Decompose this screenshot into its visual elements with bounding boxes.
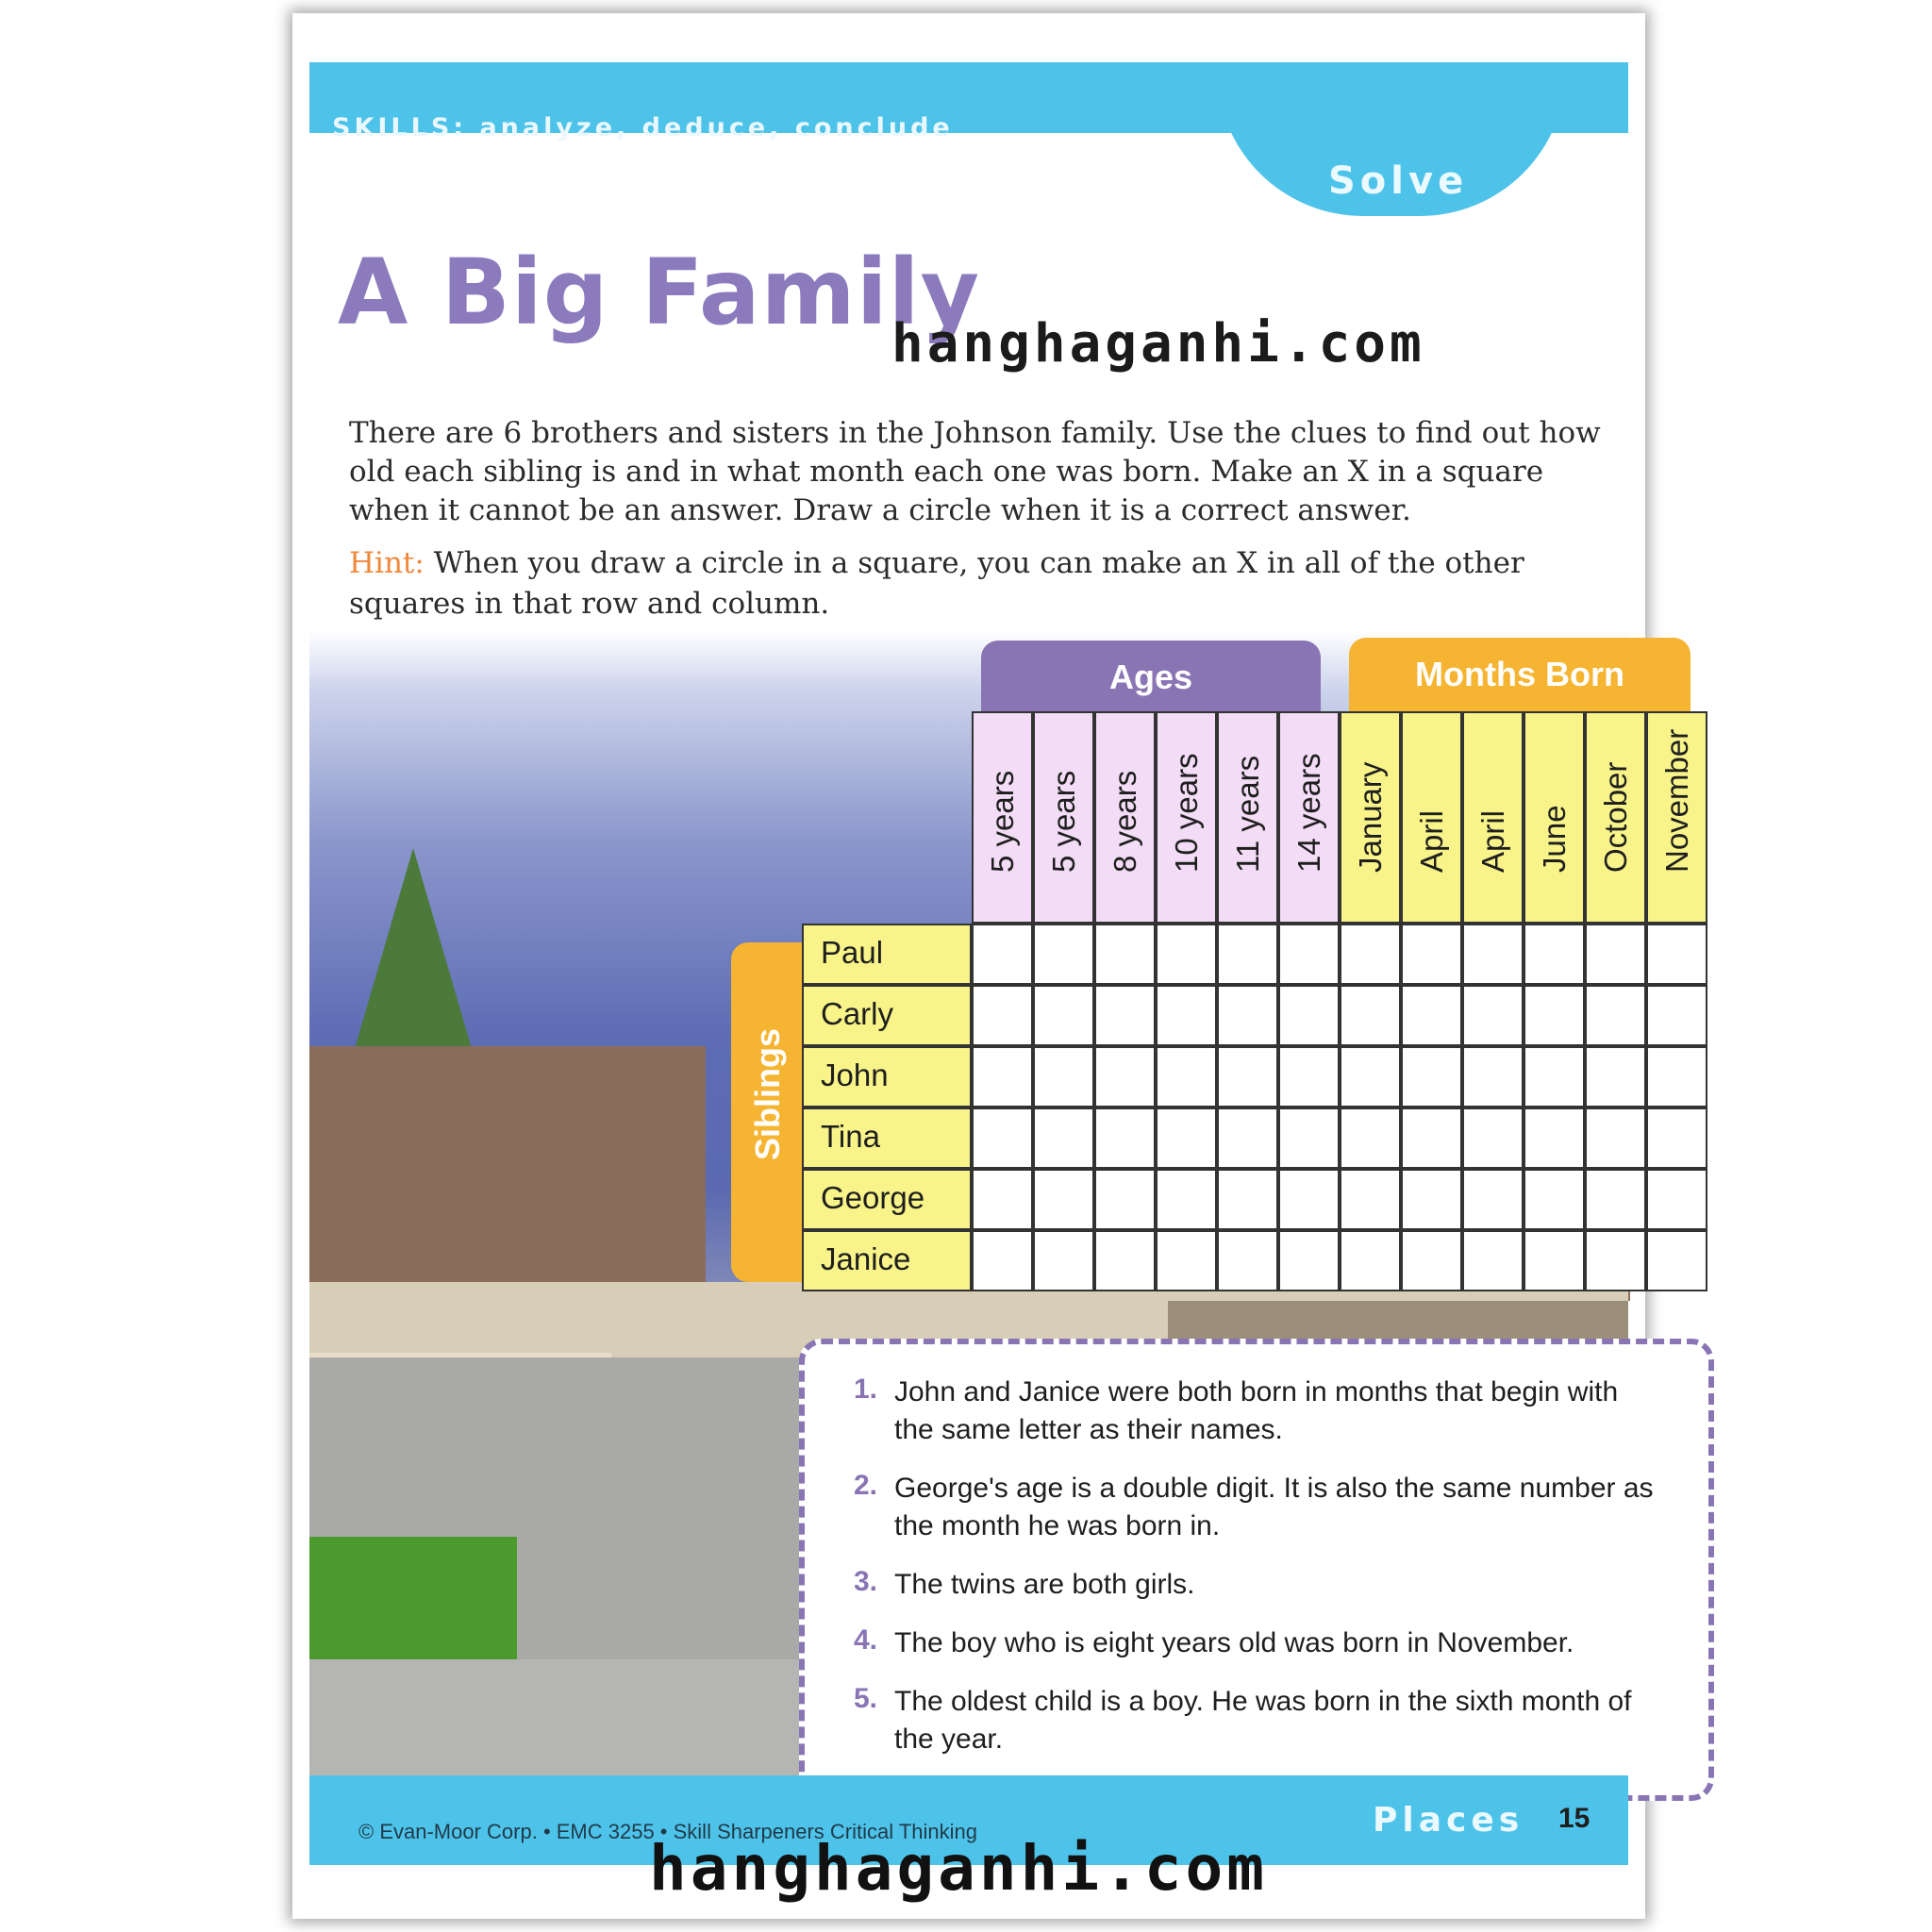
month-column-header [1401,711,1462,924]
grid-answer-cell[interactable] [1340,924,1401,985]
month-label: June [1536,805,1572,873]
grid-answer-cell[interactable] [1462,1230,1524,1291]
grid-answer-cell[interactable] [1585,1230,1646,1291]
grid-answer-cell[interactable] [1524,1230,1585,1291]
grid-answer-cell[interactable] [1646,1230,1707,1291]
month-label: April [1413,809,1449,873]
grid-answer-cell[interactable] [1585,1108,1646,1169]
grid-answer-cell[interactable] [1156,1169,1217,1230]
clue-item [854,1683,1665,1758]
grid-answer-cell[interactable] [1094,1108,1156,1169]
grid-answer-cell[interactable] [1401,1169,1462,1230]
grid-answer-cell[interactable] [1646,985,1707,1046]
ages-header-tab [981,641,1321,714]
sibling-row-header [802,985,972,1046]
months-label: Months Born [1415,655,1624,693]
grid-answer-cell[interactable] [1401,1046,1462,1108]
grid-answer-cell[interactable] [1033,1108,1094,1169]
age-label: 5 years [1045,770,1081,873]
month-label: April [1474,809,1510,873]
grid-answer-cell[interactable] [1524,1046,1585,1108]
clue-item [854,1624,1665,1662]
grid-answer-cell[interactable] [1156,1230,1217,1291]
months-header-tab [1349,638,1690,711]
grid-answer-cell[interactable] [1278,985,1340,1046]
sibling-name: Paul [821,935,884,970]
grid-answer-cell[interactable] [1462,1108,1524,1169]
siblings-header-tab [731,942,805,1282]
clue-text: The boy who is eight years old was born in November. [894,1627,1574,1658]
grid-answer-cell[interactable] [1217,1108,1278,1169]
grid-answer-cell[interactable] [1340,1046,1401,1108]
grid-answer-cell[interactable] [1401,1230,1462,1291]
grid-answer-cell[interactable] [1094,1046,1156,1108]
grid-answer-cell[interactable] [1156,924,1217,985]
grid-answer-cell[interactable] [1462,1169,1524,1230]
grid-answer-cell[interactable] [972,985,1033,1046]
grid-answer-cell[interactable] [1094,985,1156,1046]
hint-label: Hint: [349,546,425,580]
grid-answer-cell[interactable] [1462,985,1524,1046]
clue-number: 1. [854,1374,878,1405]
age-column-header [1033,711,1094,924]
clue-item [854,1374,1665,1449]
watermark-bottom: hanghaganhi.com [649,1832,1269,1905]
age-label: 5 years [984,770,1020,873]
age-label: 8 years [1107,770,1142,873]
grid-answer-cell[interactable] [1156,985,1217,1046]
sibling-row-header [802,1046,972,1108]
grid-answer-cell[interactable] [1217,1230,1278,1291]
grid-answer-cell[interactable] [972,1230,1033,1291]
grid-answer-cell[interactable] [1524,985,1585,1046]
sibling-row-header [802,1169,972,1230]
month-column-header [1462,711,1524,924]
age-column-header [1156,711,1217,924]
grid-answer-cell[interactable] [1524,924,1585,985]
sibling-name: Tina [821,1119,880,1154]
sibling-row-header [802,1230,972,1291]
watermark-top: hanghaganhi.com [891,313,1425,375]
tree-illustration [347,848,479,1074]
page-number: 15 [1558,1803,1591,1834]
grid-answer-cell[interactable] [1278,924,1340,985]
grid-answer-cell[interactable] [1033,1046,1094,1108]
grid-answer-cell[interactable] [1340,985,1401,1046]
clue-number: 2. [854,1470,878,1501]
grid-answer-cell[interactable] [1033,1169,1094,1230]
sibling-name: George [821,1180,925,1215]
clue-text: George's age is a double digit. It is also the same number as the month he was born in. [894,1473,1654,1541]
sibling-name: Janice [821,1241,911,1276]
clue-list [854,1374,1665,1779]
lawn-left [309,1537,517,1669]
month-column-header [1524,711,1585,924]
clue-text: John and Janice were both born in months that begin with the same letter as their names. [894,1376,1619,1445]
grid-answer-cell[interactable] [1340,1230,1401,1291]
section-label: Solve [1328,159,1469,203]
grid-answer-cell[interactable] [1156,1046,1217,1108]
clue-text: The oldest child is a boy. He was born in the sixth month of the year. [894,1686,1632,1755]
grid-answer-cell[interactable] [1401,985,1462,1046]
grid-answer-cell[interactable] [1033,1230,1094,1291]
month-column-header [1340,711,1401,924]
grid-answer-cell[interactable] [1094,1169,1156,1230]
grid-answer-cell[interactable] [972,1169,1033,1230]
month-column-header [1585,711,1646,924]
grid-answer-cell[interactable] [1033,924,1094,985]
clue-item [854,1470,1665,1545]
grid-answer-cell[interactable] [1217,1169,1278,1230]
grid-answer-cell[interactable] [1462,1046,1524,1108]
grid-answer-cell[interactable] [1278,1169,1340,1230]
grid-answer-cell[interactable] [1646,1169,1707,1230]
grid-answer-cell[interactable] [1462,924,1524,985]
grid-answer-cell[interactable] [1646,1046,1707,1108]
grid-answer-cell[interactable] [1585,1046,1646,1108]
grid-answer-cell[interactable] [1094,1230,1156,1291]
roof-left [309,1046,706,1291]
age-column-header [972,711,1033,924]
grid-answer-cell[interactable] [1217,924,1278,985]
grid-answer-cell[interactable] [1217,985,1278,1046]
clue-item [854,1566,1665,1604]
grid-answer-cell[interactable] [972,1108,1033,1169]
grid-answer-cell[interactable] [1585,1169,1646,1230]
page-title: A Big Family [338,240,981,345]
hint-text: When you draw a circle in a square, you can make an X in all of the other squares in that row and column. [349,546,1524,621]
clue-number: 4. [854,1624,878,1656]
grid-answer-cell[interactable] [1646,1108,1707,1169]
grid-answer-cell[interactable] [1278,1046,1340,1108]
age-label: 14 years [1291,753,1326,873]
siblings-label: Siblings [748,1027,787,1160]
grid-answer-cell[interactable] [1094,924,1156,985]
grid-answer-cell[interactable] [1585,924,1646,985]
grid-answer-cell[interactable] [1340,1108,1401,1169]
sibling-row-header [802,1108,972,1169]
grid-answer-cell[interactable] [972,924,1033,985]
grid-answer-cell[interactable] [1033,985,1094,1046]
age-label: 10 years [1168,753,1204,873]
sibling-row-header [802,924,972,985]
age-label: 11 years [1229,755,1265,873]
grid-answer-cell[interactable] [1278,1108,1340,1169]
grid-answer-cell[interactable] [1156,1108,1217,1169]
grid-answer-cell[interactable] [1585,985,1646,1046]
grid-answer-cell[interactable] [1524,1108,1585,1169]
grid-answer-cell[interactable] [1401,1108,1462,1169]
grid-answer-cell[interactable] [972,1046,1033,1108]
age-column-header [1217,711,1278,924]
skills-label: SKILLS: analyze, deduce, conclude [332,113,954,142]
clue-number: 5. [854,1683,878,1714]
grid-answer-cell[interactable] [1340,1169,1401,1230]
worksheet-page [292,13,1694,1919]
grid-answer-cell[interactable] [1217,1046,1278,1108]
intro-paragraph: There are 6 brothers and sisters in the Johnson family. Use the clues to find out how old each sibling is and in what month each one was born. Make an X in a square when it cannot be an answer. Draw a circle when it is a correct answer. [349,416,1601,527]
grid-answer-cell[interactable] [1278,1230,1340,1291]
grid-answer-cell[interactable] [1401,924,1462,985]
age-column-header [1094,711,1156,924]
sibling-name: Carly [821,996,894,1031]
hint-paragraph [349,543,1604,625]
month-label: January [1352,761,1388,873]
ages-label: Ages [1108,658,1193,696]
month-label: November [1658,728,1694,873]
month-column-header [1646,711,1707,924]
grid-answer-cell[interactable] [1646,924,1707,985]
copyright-text: © Evan-Moor Corp. • EMC 3255 • Skill Sharpeners Critical Thinking [358,1820,978,1843]
clue-text: The twins are both girls. [894,1569,1195,1600]
clue-number: 3. [854,1566,878,1597]
footer-section-label: Places [1373,1801,1524,1840]
age-column-header [1278,711,1340,924]
grid-answer-cell[interactable] [1524,1169,1585,1230]
sibling-name: John [821,1058,889,1092]
month-label: October [1597,761,1633,873]
